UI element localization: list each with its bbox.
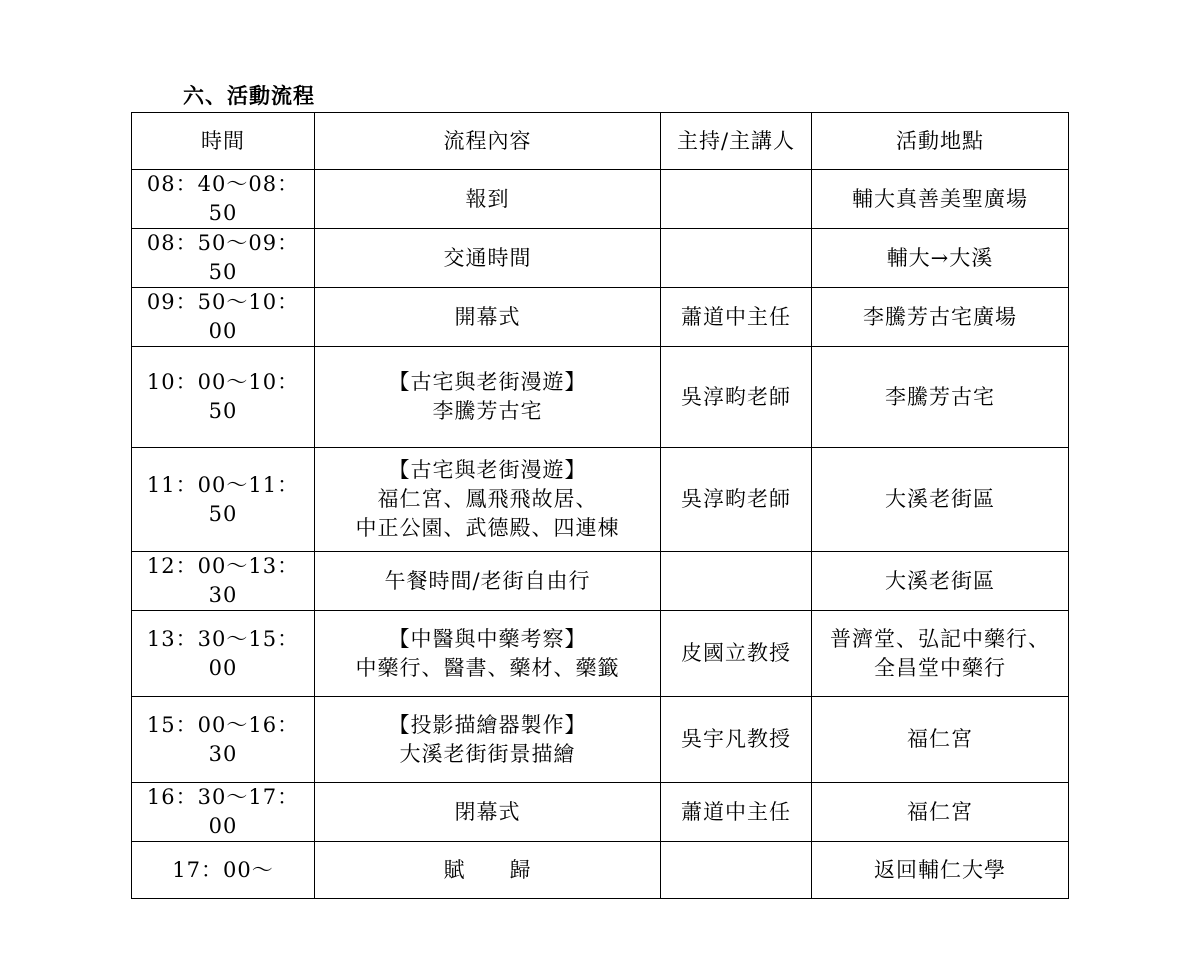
time-cell: 16：30～17：00	[132, 783, 315, 842]
place-line: 普濟堂、弘記中藥行、	[830, 626, 1050, 651]
header-content: 流程內容	[315, 113, 661, 170]
header-host: 主持/主講人	[661, 113, 812, 170]
host-cell: 吳宇凡教授	[661, 697, 812, 783]
place-cell	[812, 448, 1069, 552]
place-line: 李騰芳古宅	[885, 384, 995, 409]
content-cell	[315, 611, 661, 697]
content-line: 【投影描繪器製作】	[388, 712, 587, 737]
host-cell: 皮國立教授	[661, 611, 812, 697]
time-cell: 09：50～10：00	[132, 288, 315, 347]
content-cell	[315, 842, 661, 899]
place-line: 福仁宮	[907, 727, 973, 751]
content-cell	[315, 347, 661, 448]
content-line: 中正公園、武德殿、四連棟	[355, 516, 620, 540]
content-line: 午餐時間/老街自由行	[384, 568, 591, 593]
place-line: 輔大→大溪	[886, 245, 994, 270]
content-line: 【中醫與中藥考察】	[388, 626, 587, 651]
content-cell	[315, 448, 661, 552]
time-cell: 08：40～08：50	[132, 170, 315, 229]
host-cell	[661, 842, 812, 899]
content-line: 大溪老街街景描繪	[399, 741, 576, 766]
content-cell	[315, 170, 661, 229]
content-line: 中藥行、醫書、藥材、藥籤	[355, 655, 620, 680]
header-time: 時間	[132, 113, 315, 170]
content-line: 【古宅與老街漫遊】	[388, 370, 587, 394]
table-header-row	[132, 113, 1069, 170]
table-row	[132, 347, 1069, 448]
place-line: 全昌堂中藥行	[874, 655, 1006, 680]
table-row	[132, 288, 1069, 347]
table-row	[132, 842, 1069, 899]
place-cell	[812, 697, 1069, 783]
place-cell	[812, 611, 1069, 697]
content-cell	[315, 552, 661, 611]
place-cell	[812, 552, 1069, 611]
content-line: 報到	[465, 186, 510, 211]
place-line: 返回輔仁大學	[874, 857, 1006, 882]
content-cell	[315, 229, 661, 288]
table-row	[132, 697, 1069, 783]
content-cell	[315, 288, 661, 347]
content-line: 閉幕式	[454, 799, 521, 824]
content-line: 【古宅與老街漫遊】	[388, 458, 587, 482]
table-row	[132, 552, 1069, 611]
time-cell: 10：00～10：50	[132, 347, 315, 448]
place-line: 大溪老街區	[885, 487, 995, 511]
place-line: 福仁宮	[907, 799, 973, 824]
table-row	[132, 170, 1069, 229]
place-line: 輔大真善美聖廣場	[852, 186, 1028, 211]
table-row	[132, 783, 1069, 842]
host-cell	[661, 170, 812, 229]
place-line: 大溪老街區	[885, 568, 995, 593]
content-line: 開幕式	[454, 304, 521, 329]
host-cell: 吳淳畇老師	[661, 347, 812, 448]
time-cell: 13：30～15：00	[132, 611, 315, 697]
header-place: 活動地點	[812, 113, 1069, 170]
content-line: 李騰芳古宅	[432, 399, 543, 423]
host-cell	[661, 552, 812, 611]
host-cell: 蕭道中主任	[661, 783, 812, 842]
host-cell: 吳淳畇老師	[661, 448, 812, 552]
table-row	[132, 611, 1069, 697]
host-cell: 蕭道中主任	[661, 288, 812, 347]
content-line: 福仁宮、鳳飛飛故居、	[377, 487, 598, 511]
table-row	[132, 448, 1069, 552]
content-line: 賦 歸	[443, 857, 532, 882]
time-cell: 12：00～13：30	[132, 552, 315, 611]
content-cell	[315, 697, 661, 783]
schedule-table	[131, 112, 1069, 899]
table-row	[132, 229, 1069, 288]
time-cell: 11：00～11：50	[132, 448, 315, 552]
time-cell: 08：50～09：50	[132, 229, 315, 288]
content-line: 交通時間	[443, 245, 532, 270]
section-title: 六、活動流程	[183, 84, 315, 108]
time-cell: 17：00～	[132, 842, 315, 899]
place-line: 李騰芳古宅廣場	[863, 304, 1017, 329]
place-cell	[812, 783, 1069, 842]
host-cell	[661, 229, 812, 288]
place-cell	[812, 229, 1069, 288]
time-cell: 15：00～16：30	[132, 697, 315, 783]
content-cell	[315, 783, 661, 842]
place-cell	[812, 347, 1069, 448]
place-cell	[812, 288, 1069, 347]
place-cell	[812, 170, 1069, 229]
place-cell	[812, 842, 1069, 899]
